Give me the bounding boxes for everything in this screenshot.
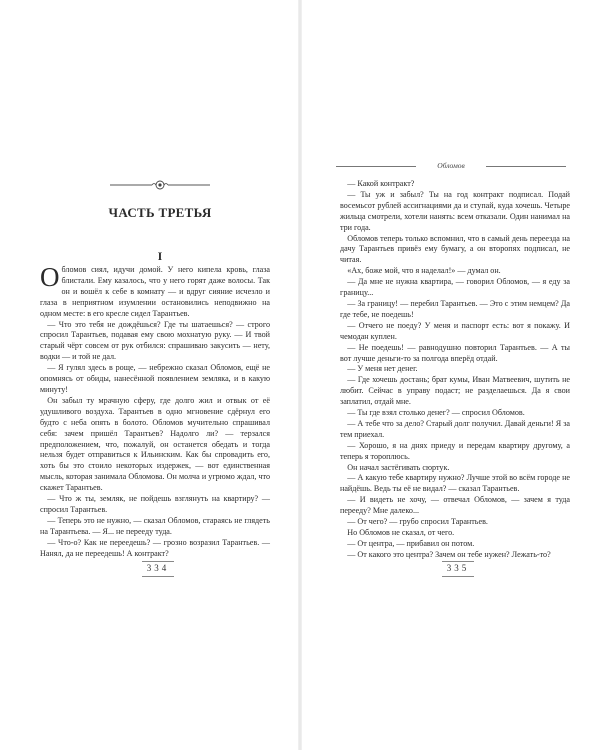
paragraph: Обломов сиял, идучи домой. У него кипела кровь, глаза блистали. Ему казалось, что у него горят даже волосы. Так он и вошёл к себе в комнату — и вдруг сияние исчезло и глаза в неприятном изумлении остановились неподвижно на одном месте: в его кресле сидел Тарантьев. [40,262,270,318]
paragraph: Он начал застёгивать сюртук. [347,462,450,472]
paragraph: — У меня нет денег. [347,364,418,374]
header-rule [336,166,416,167]
paragraph: — От чего? — грубо спросил Тарантьев. [347,517,488,527]
paragraph: — За границу! — перебил Тарантьев. — Это с этим немцем? Да где тебе, не поедешь! [340,298,570,319]
paragraph: «Ах, боже мой, что я наделал!» — думал он. [347,266,501,276]
paragraph: — Да мне не нужна квартира, — говорил Обломов, — я еду за границу... [340,277,570,298]
chapter-ornament-icon [110,178,210,192]
paragraph: — Отчего не поеду? У меня и паспорт есть: вот я покажу. И чемодан куплен. [340,320,570,341]
paragraph: — А тебе что за дело? Старый долг получил. Давай деньги! Я за тем приехал. [340,418,570,439]
paragraph: — Ты где взял столько денег? — спросил Обломов. [347,408,525,418]
part-title: ЧАСТЬ ТРЕТЬЯ [108,205,212,220]
paragraph: — Ты уж и забыл? Ты на год контракт подписал. Подай восемьсот рублей ассигнациями да и ступай, куда хочешь. Четыре жильца смотрели, хотели нанять: всем отказали. Один нанимал на три года. [340,189,570,232]
paragraph: — Где хочешь достань; брат кумы, Иван Матвеевич, шутить не любит. Сейчас в управу подаст; не разделаешься. Да я свои заплатил, отдай мне. [340,375,570,407]
paragraph: — Какой контракт? [347,179,415,188]
page-number-left: 334 [128,561,188,573]
paragraph: — И видеть не хочу, — отвечал Обломов, — зачем я туда перееду? Мне далеко... [340,495,570,516]
running-header-title: Обломов [437,161,465,170]
paragraph: — Что-о? Как не переедешь? — грозно возразил Тарантьев. — Нанял, да не переедешь! А контракт? [40,537,270,558]
paragraph: Обломов теперь только вспомнил, что в самый день переезда на дачу Тарантьев привёз ему бумагу, а он второпях подписал, не читая. [340,233,570,265]
chapter-number: I [157,249,163,263]
drop-cap: О [40,262,60,292]
paragraph: — Хорошо, я на днях приеду и передам квартиру другому, а теперь я тороплюсь. [340,440,570,461]
paragraph: — Что это тебя не дождёшься? Где ты шатаешься? — строго спросил Тарантьев, подавая ему свою мохнатую руку. — И твой старый чёрт совсем от рук отбился: спрашиваю закусить — нету, водки — и той не дал. [40,319,270,362]
right-body-text [340,179,570,561]
paragraph: — От центра, — прибавил он потом. [347,538,475,548]
paragraph: — Я гулял здесь в роще, — небрежно сказал Обломов, ещё не опомнясь от обиды, нанесённой появлением земляка, и в какую минуту! [40,363,270,394]
paragraph: Но Обломов не сказал, от чего. [347,528,455,537]
paragraph: — Не поедешь! — равнодушно повторил Тарантьев. — А ты вот лучше деньги-то за полгода вперёд отдай. [340,342,570,363]
right-page [300,0,600,750]
paragraph: Он забыл ту мрачную сферу, где долго жил и отвык от её удушливого воздуха. Тарантьев в одно мгновение сдёрнул его будто с неба опять в болото. Обломов мучительно спрашивал себя: зачем пришёл Тарантьев? Надолго ли? — терзался предположением, что, пожалуй, он останется обедать и тогда нельзя будет отправиться к Ильинским. Как бы спровадить его, хоть бы это стоило некоторых издержек, — вот единственная мысль, которая занимала Обломова. Он молча и угрюмо ждал, что скажет Тарантьев. [40,395,270,493]
paragraph: — Что ж ты, земляк, не пойдешь взглянуть на квартиру? — спросил Тарантьев. [40,494,270,514]
paragraph: — Теперь это не нужно, — сказал Обломов, стараясь не глядеть на Тарантьева. — Я... не перееду туда. [40,515,270,536]
running-header [300,160,600,172]
header-rule [486,166,566,167]
paragraph: — А какую тебе квартиру нужно? Лучше этой во всём городе не найдёшь. Ведь ты её не видал? — сказал Тарантьев. [340,473,570,494]
page-number-right: 335 [428,561,488,573]
paragraph: — От какого это центра? Зачем он тебе нужен? Лежать-то? [347,549,551,559]
left-body-text [40,262,270,559]
